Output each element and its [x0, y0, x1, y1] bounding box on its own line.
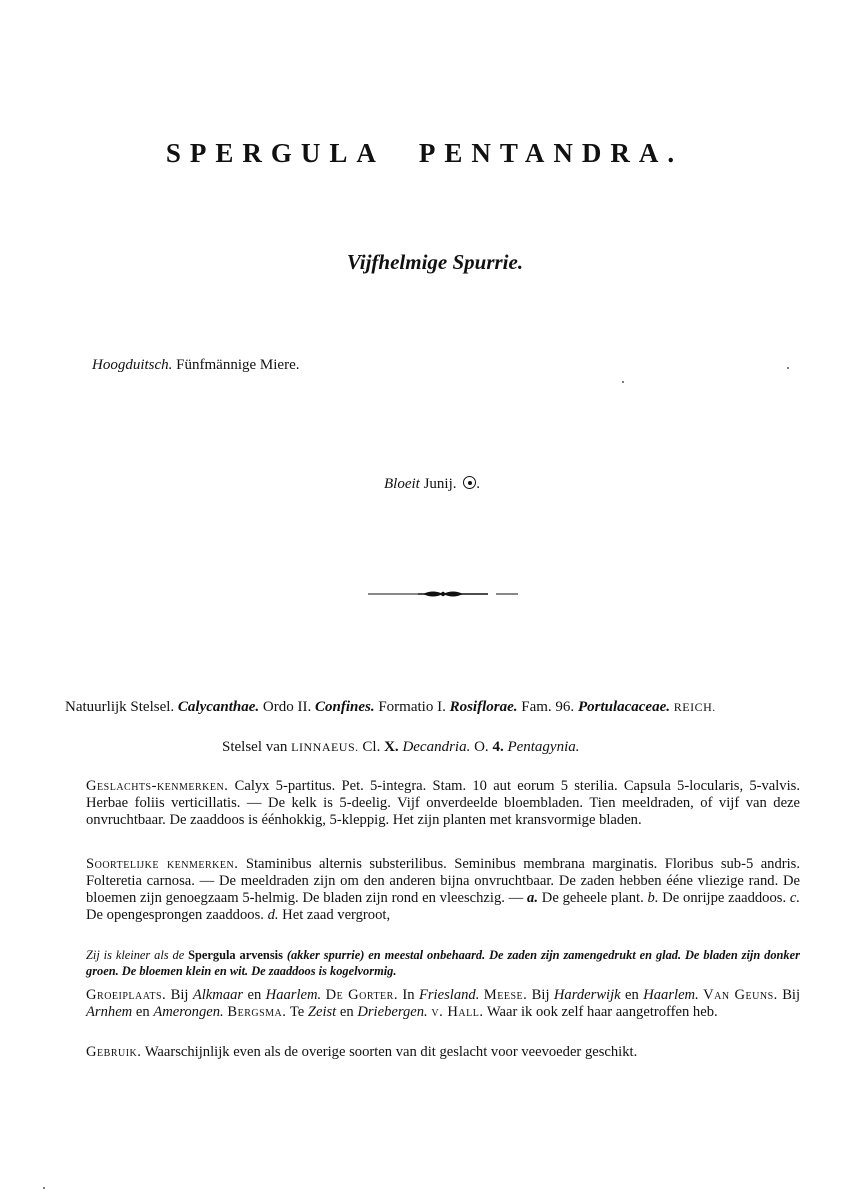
habitat-text-2: en [247, 987, 262, 1003]
collector-van-geuns: Van Geuns. [703, 987, 778, 1003]
place-haarlem: Haarlem. [265, 987, 322, 1003]
place-zeist: Zeist [307, 1004, 337, 1020]
habitat-text-5: en [625, 987, 639, 1003]
nat-class: Calycanthae. [177, 699, 260, 715]
habitat-text-3: In [402, 987, 415, 1003]
figure-c-text: De opengesprongen zaaddoos. [86, 907, 264, 923]
natural-system-line [65, 699, 716, 716]
genus-characters-text: Calyx 5-partitus. Pet. 5-integra. Stam. 10 aut eorum 5 sterilia. Capsula 5-locularis, 5-valvis. Herbae foliis verticillatis. — De kelk is 5-deelig. Vijf onverdeelde bloembladen. Tien meeldraden, of vijf van deze onvruchtbaar. De zaaddoos is éénhokkig, 5-kleppig. Het zijn planten met kransvormige bladen. [86, 778, 800, 828]
habitat-text-9: en [339, 1004, 354, 1020]
flowering-month: Junij. [423, 476, 457, 492]
nat-family-name: Portulacaceae. [577, 699, 670, 715]
place-harderwijk: Harderwijk [553, 987, 621, 1003]
lin-class: Cl. [362, 739, 381, 755]
page-title [0, 138, 849, 169]
nat-order-name: Confines. [314, 699, 375, 715]
place-amerongen: Amerongen. [153, 1004, 224, 1020]
title-genus: SPERGULA [165, 138, 385, 168]
dutch-name: Vijfhelmige Spurrie. [346, 250, 524, 274]
habitat-text-7: en [135, 1004, 150, 1020]
figure-c-label: c. [789, 890, 801, 906]
figure-d-label: d. [267, 907, 279, 923]
figure-b-text: De onrijpe zaaddoos. [662, 890, 787, 906]
use-paragraph [86, 1044, 800, 1061]
habitat-paragraph [86, 987, 800, 1021]
collector-de-gorter: De Gorter. [325, 987, 398, 1003]
nat-formatio-name: Rosiflorae. [449, 699, 518, 715]
use-text: Waarschijnlijk even als de overige soorten van dit geslacht voor veevoeder geschikt. [144, 1044, 638, 1060]
nat-family: Fam. 96. [521, 699, 575, 715]
linnaeus-system-line [222, 739, 580, 756]
figure-d-text: Het zaad vergroot, [282, 907, 391, 923]
habitat-text-1: Bij [170, 987, 189, 1003]
lin-order: O. [474, 739, 489, 755]
place-arnhem: Arnhem [86, 1004, 133, 1020]
lin-author: LINNAEUS. [291, 740, 359, 754]
figure-a-text: De geheele plant. [541, 890, 644, 906]
habitat-text-8: Te [289, 1004, 305, 1020]
flowering-line [384, 476, 480, 493]
place-haarlem-2: Haarlem. [643, 987, 699, 1003]
speck-dot [787, 367, 789, 369]
german-name-line [92, 357, 299, 374]
german-label: Hoogduitsch. [92, 357, 173, 373]
lin-class-name: Decandria. [402, 739, 471, 755]
nat-formatio: Formatio I. [378, 699, 446, 715]
nat-author: REICH. [673, 700, 716, 714]
note-part1: Zij is kleiner als de [86, 948, 185, 962]
nat-order: Ordo II. [262, 699, 312, 715]
lin-class-num: X. [384, 739, 399, 755]
species-characters-text: Staminibus alternis substerilibus. Seminibus membrana marginatis. Floribus sub-5 andris. Folteretia carnosa. — De meeldraden zijn om den anderen bijna onvruchtbaar. De zaden hebben ééne vliezige rand. De bloemen zijn genoegzaam 5-helmig. De bladen zijn rond en vleeschzig. — [86, 856, 801, 906]
collector-bergsma: Bergsma. [227, 1004, 287, 1020]
figure-a-label: a. [527, 890, 538, 906]
speck-dot [622, 381, 624, 383]
place-friesland: Friesland. [418, 987, 480, 1003]
genus-characters-paragraph [86, 778, 800, 829]
habitat-text-4: Bij [531, 987, 550, 1003]
nat-label: Natuurlijk Stelsel. [65, 699, 175, 715]
note-species: Spergula arvensis [188, 948, 283, 962]
collector-v-hall: v. Hall. [431, 1004, 484, 1020]
speck-dot [43, 1187, 45, 1189]
lin-order-num: 4. [492, 739, 504, 755]
figure-b-label: b. [647, 890, 659, 906]
habitat-text-6: Bij [782, 987, 801, 1003]
german-name: Fünfmännige Miere. [176, 357, 300, 373]
title-species: PENTANDRA. [418, 138, 684, 168]
ornament-divider-icon [368, 586, 518, 602]
collector-meese: Meese. [483, 987, 528, 1003]
habitat-text-10: Waar ik ook zelf haar aangetroffen heb. [486, 1004, 718, 1020]
place-driebergen: Driebergen. [357, 1004, 428, 1020]
use-label: Gebruik. [86, 1044, 142, 1060]
species-characters-paragraph [86, 856, 800, 924]
flowering-label: Bloeit [384, 476, 420, 492]
note-part2: (akker spurrie) en meestal onbehaard. De zaden zijn zamengedrukt en glad. De bladen zijn donker groen. De bloemen klein en wit. De zaaddoos is kogelvormig. [86, 948, 800, 978]
species-characters-label: Soortelijke kenmerken. [86, 856, 239, 872]
lin-label: Stelsel van [222, 739, 288, 755]
place-alkmaar: Alkmaar [192, 987, 244, 1003]
lin-order-name: Pentagynia. [507, 739, 580, 755]
habitat-label: Groeiplaats. [86, 987, 167, 1003]
comparison-note [86, 947, 800, 979]
flowering-period: . [476, 476, 481, 492]
genus-characters-label: Geslachts-kenmerken. [86, 778, 229, 794]
sun-symbol-icon [463, 476, 476, 489]
